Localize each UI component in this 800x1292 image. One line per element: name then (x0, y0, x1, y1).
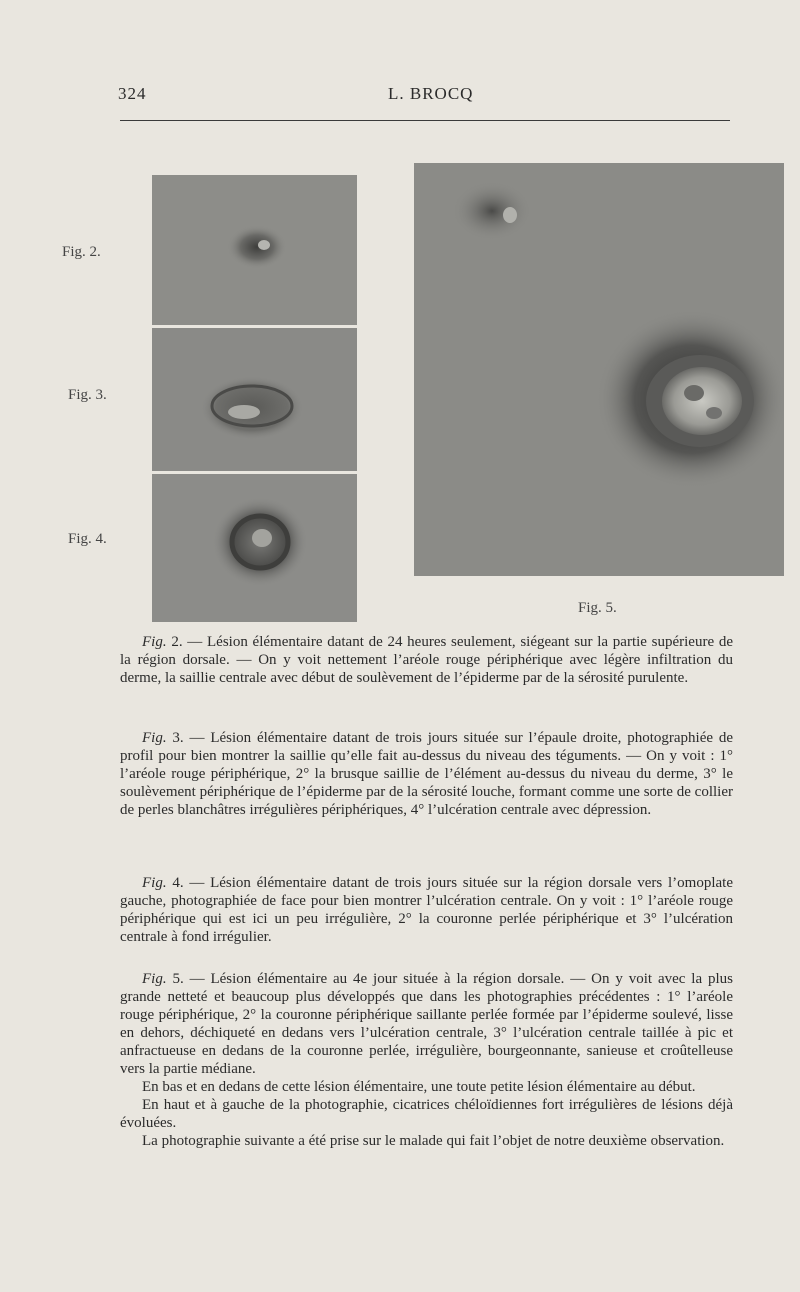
fig2-label: Fig. 2. (62, 244, 101, 260)
fig4-caption-ref: Fig. (142, 875, 167, 891)
fig5-label: Fig. 5. (578, 600, 617, 616)
fig2-photograph (152, 175, 357, 325)
fig5-caption-block (120, 970, 733, 1150)
fig4-photograph (152, 474, 357, 622)
fig5-caption (120, 970, 733, 1078)
fig3-label: Fig. 3. (68, 387, 107, 403)
fig3-photograph (152, 328, 357, 471)
page-number: 324 (118, 84, 147, 103)
paragraph-scars: En haut et à gauche de la photographie, cicatrices chéloïdiennes fort irrégulières de lésions déjà évoluées. (120, 1097, 733, 1131)
fig4-caption-text: 4. — Lésion élémentaire datant de trois jours située sur la région dorsale vers l’omoplate gauche, photographiée de face pour bien montrer l’ulcération centrale. On y voit : 1° l’aréole rouge périphérique qui est ici un peu irrégulière, 2° la couronne perlée périphérique et 3° l’ulcération centrale à fond irrégulier. (120, 875, 733, 945)
paragraph-small-lesion: En bas et en dedans de cette lésion élémentaire, une toute petite lésion élémentaire au début. (142, 1079, 696, 1095)
fig4-label: Fig. 4. (68, 531, 107, 547)
fig4-caption (120, 874, 733, 946)
fig5-caption-ref: Fig. (142, 971, 167, 987)
fig2-caption-ref: Fig. (142, 634, 167, 650)
running-head: L. BROCQ (388, 84, 474, 103)
fig2-caption-text: 2. — Lésion élémentaire datant de 24 heures seulement, siégeant sur la partie supérieure de la région dorsale. — On y voit nettement l’aréole rouge périphérique avec légère infiltration du derme, la saillie centrale avec début de soulèvement de l’épiderme par de la sérosité purulente. (120, 634, 733, 686)
fig5-photograph (414, 163, 784, 576)
fig3-caption-ref: Fig. (142, 730, 167, 746)
page-header (0, 84, 800, 108)
fig3-caption-text: 3. — Lésion élémentaire datant de trois jours située sur l’épaule droite, photographiée de profil pour bien montrer la saillie qu’elle fait au-dessus du niveau des téguments. — On y voit : 1° l’aréole rouge périphérique, 2° la brusque saillie de l’élément au-dessus du niveau du derme, 3° le soulèvement périphérique de l’épiderme par de la sérosité louche, formant comme une sorte de collier de perles blanchâtres irrégulières périphériques, 4° l’ulcération centrale avec dépression. (120, 730, 733, 818)
fig2-caption (120, 633, 733, 687)
paragraph-next-photo: La photographie suivante a été prise sur le malade qui fait l’objet de notre deuxième observation. (142, 1133, 725, 1149)
fig3-caption (120, 729, 733, 819)
fig5-caption-text: 5. — Lésion élémentaire au 4e jour située à la région dorsale. — On y voit avec la plus grande netteté et beaucoup plus développés que dans les photographies précédentes : 1° l’aréole rouge périphérique, 2° la couronne périphérique saillante perlée formée par l’épiderme soulevé, lisse en dehors, déchiqueté en dedans vers l’ulcération centrale, 3° l’ulcération centrale taillée à pic et anfractueuse en dedans de la couronne perlée, irrégulière, bourgeonnante, sanieuse et croûtelleuse vers la partie médiane. (120, 971, 733, 1077)
header-rule (120, 120, 730, 121)
